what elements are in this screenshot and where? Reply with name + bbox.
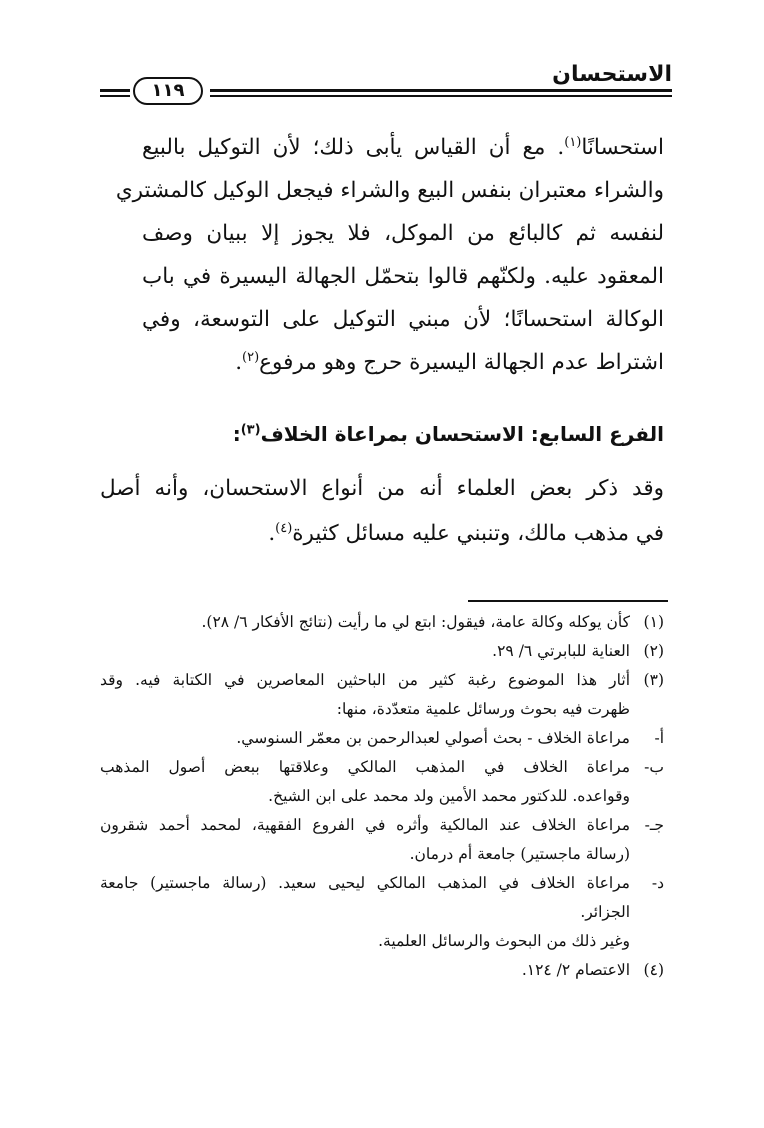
footnote-ref: (١) (564, 134, 582, 150)
list-marker: ب- (644, 758, 664, 776)
list-marker: د- (651, 874, 664, 892)
list-item-text: مراعاة الخلاف عند المالكية وأثره في الفروع الفقهية، لمحمد أحمد شقرون (100, 816, 630, 834)
list-item-text: مراعاة الخلاف - بحث أصولي لعبدالرحمن بن معمّر السنوسي. (236, 729, 630, 747)
paragraph-line: وقد ذكر بعض العلماء أنه من أنواع الاستحسان، وأنه أصل (100, 476, 664, 501)
footnote-text: العناية للبابرتي ٦/ ٢٩. (492, 642, 630, 660)
paragraph-line: والشراء معتبران بنفس البيع والشراء فيجعل الوكيل كالمشتري (115, 178, 664, 203)
paragraph-2 (100, 466, 664, 556)
list-item-text: مراعاة الخلاف في المذهب المالكي وعلاقتها ببعض أصول المذهب (100, 758, 630, 776)
header-rule-thick (210, 89, 672, 92)
footnote-text: أثار هذا الموضوع رغبة كثير من الباحثين المعاصرين في الكتابة فيه. وقد (100, 671, 630, 689)
list-marker: أ- (654, 729, 664, 747)
footnote-2 (100, 637, 664, 666)
footnote-number: (٢) (643, 642, 664, 660)
footnote-text: الاعتصام ٢/ ١٢٤. (521, 961, 630, 979)
list-item-text: الجزائر. (580, 903, 630, 921)
header-rule-left-thick (100, 89, 130, 92)
footnote-3-item-c (100, 811, 664, 869)
list-marker: جـ- (644, 816, 664, 834)
footnote-ref: (٢) (242, 349, 260, 365)
running-title: الاستحسان (552, 62, 672, 87)
header-rule-thin (210, 95, 672, 97)
footnote-separator (468, 600, 668, 602)
footnote-3-closing: وغير ذلك من البحوث والرسائل العلمية. (378, 932, 630, 950)
footnote-3-item-a (100, 724, 664, 753)
footnote-3-item-d (100, 869, 664, 927)
paragraph-line: لنفسه ثم كالبائع من الموكل، فلا يجوز إلا ببيان وصف (142, 221, 664, 246)
footnote-3 (100, 666, 664, 724)
paragraph-line: في مذهب مالك، وتنبني عليه مسائل كثيرة$^{(٤)}$. (268, 520, 664, 546)
page-number: ١١٩ (133, 77, 203, 105)
paragraph-1 (115, 126, 664, 384)
list-item-text: (رسالة ماجستير) جامعة أم درمان. (409, 845, 630, 863)
paragraph-line: المعقود عليه. ولكنّهم قالوا بتحمّل الجهالة اليسيرة في باب (142, 264, 664, 289)
section-heading: الفرع السابع: الاستحسان بمراعاة الخلاف$^{(٣)}$: (232, 422, 664, 446)
list-item-text: مراعاة الخلاف في المذهب المالكي ليحيى سعيد. (رسالة ماجستير) جامعة (100, 874, 630, 892)
list-item-text: وقواعده. للدكتور محمد الأمين ولد محمد على ابن الشيخ. (268, 787, 630, 805)
footnote-1 (100, 608, 664, 637)
footnote-number: (١) (643, 613, 664, 631)
footnotes (100, 608, 664, 985)
footnote-ref: (٤) (275, 520, 293, 536)
paragraph-line: استحسانًا$^{(١)}$. مع أن القياس يأبى ذلك؛ لأن التوكيل بالبيع (142, 134, 664, 160)
paragraph-line: الوكالة استحسانًا؛ لأن مبني التوكيل على التوسعة، وفي (142, 307, 664, 332)
footnote-text: ظهرت فيه بحوث ورسائل علمية متعدّدة، منها: (336, 700, 630, 718)
page-header (100, 62, 672, 110)
footnote-number: (٣) (643, 671, 664, 689)
footnote-text: كأن يوكله وكالة عامة، فيقول: ابتع لي ما رأيت (نتائج الأفكار ٦/ ٢٨). (201, 613, 630, 631)
footnote-3-item-b (100, 753, 664, 811)
footnote-4 (100, 956, 664, 985)
footnote-ref: (٣) (240, 422, 261, 438)
paragraph-line: اشتراط عدم الجهالة اليسيرة حرج وهو مرفوع$^{(٢)}$. (235, 349, 664, 375)
footnote-number: (٤) (643, 961, 664, 979)
header-rule-left-thin (100, 95, 130, 97)
